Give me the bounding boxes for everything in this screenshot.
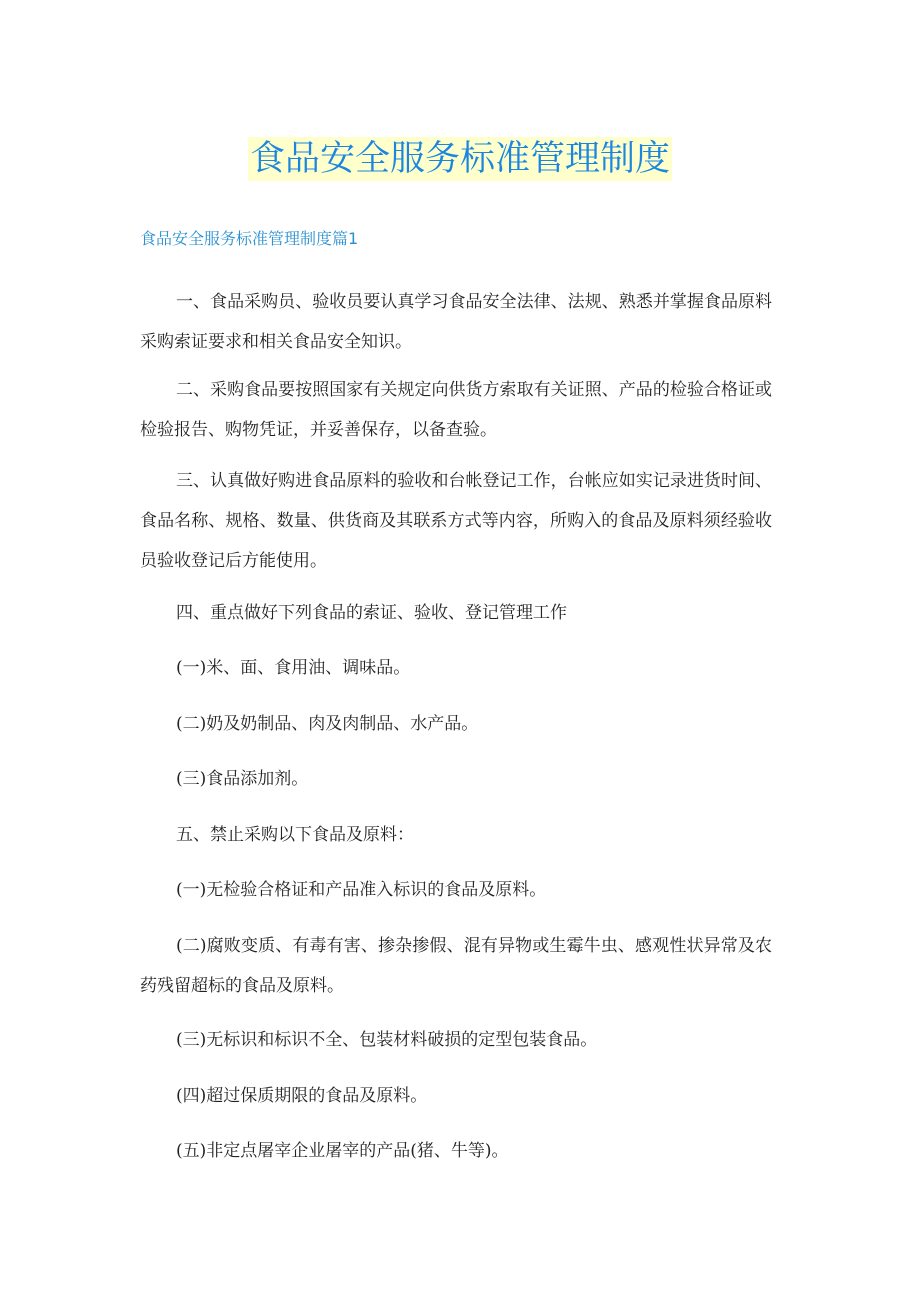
list-item-5-2: (二)腐败变质、有毒有害、掺杂掺假、混有异物或生霉牛虫、感观性状异常及农药残留超标的食品及原料。 bbox=[140, 936, 772, 996]
title-container bbox=[0, 137, 920, 181]
paragraph-3: 三、认真做好购进食品原料的验收和台帐登记工作，台帐应如实记录进货时间、食品名称、规格、数量、供货商及其联系方式等内容，所购入的食品及原料须经验收员验收登记后方能使用。 bbox=[140, 471, 772, 571]
paragraph-1: 一、食品采购员、验收员要认真学习食品安全法律、法规、熟悉并掌握食品原料采购索证要求和相关食品安全知识。 bbox=[140, 292, 772, 352]
paragraph-2: 二、采购食品要按照国家有关规定向供货方索取有关证照、产品的检验合格证或检验报告、购物凭证，并妥善保存，以备查验。 bbox=[140, 380, 772, 440]
section-heading: 食品安全服务标准管理制度篇1 bbox=[140, 229, 359, 248]
list-item-5-5: (五)非定点屠宰企业屠宰的产品(猪、牛等)。 bbox=[176, 1141, 509, 1161]
list-item-5-3: (三)无标识和标识不全、包装材料破损的定型包装食品。 bbox=[176, 1030, 598, 1050]
paragraph-4: 四、重点做好下列食品的索证、验收、登记管理工作 bbox=[176, 603, 567, 623]
list-item-4-2: (二)奶及奶制品、肉及肉制品、水产品。 bbox=[176, 714, 479, 734]
list-item-5-1: (一)无检验合格证和产品准入标识的食品及原料。 bbox=[176, 880, 547, 900]
document-title: 食品安全服务标准管理制度 bbox=[249, 139, 670, 179]
paragraph-5: 五、禁止采购以下食品及原料： bbox=[176, 825, 414, 845]
list-item-5-4: (四)超过保质期限的食品及原料。 bbox=[176, 1086, 428, 1106]
list-item-4-1: (一)米、面、食用油、调味品。 bbox=[176, 658, 411, 678]
list-item-4-3: (三)食品添加剂。 bbox=[176, 769, 309, 789]
